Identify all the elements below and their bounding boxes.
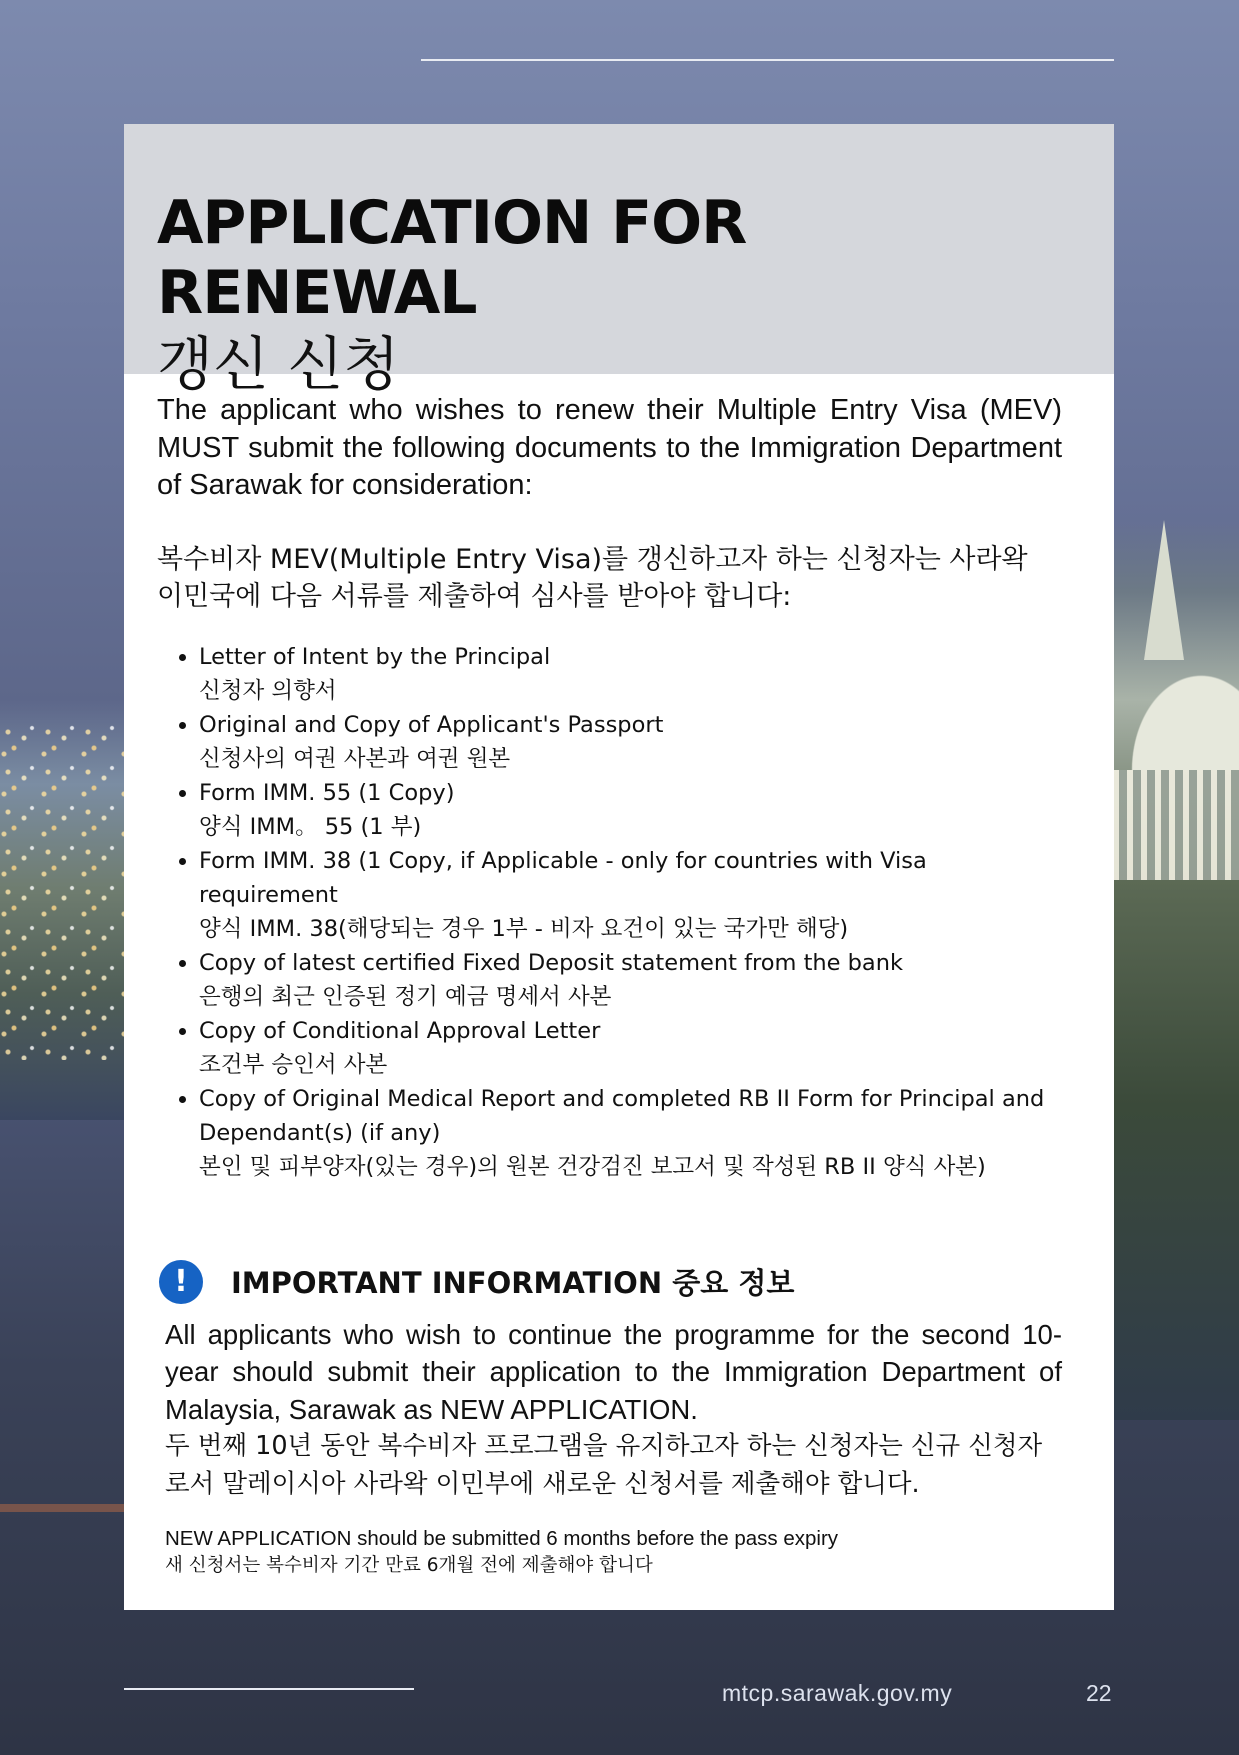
- background-left-pier: [0, 1504, 124, 1512]
- list-item-ko: 신청자 의향서: [199, 677, 337, 704]
- list-item: [199, 1014, 1062, 1082]
- background-right-roof: [1113, 650, 1239, 770]
- list-item: [199, 708, 1062, 776]
- important-info-heading: [157, 1256, 1062, 1308]
- page-title: APPLICATION FOR RENEWAL: [157, 188, 747, 328]
- list-item: [199, 640, 1062, 708]
- top-divider-line: [421, 59, 1114, 61]
- list-item-en: • Copy of Conditional Approval Letter: [199, 1017, 601, 1044]
- list-item-ko: 본인 및 피부양자(있는 경우)의 원본 건강검진 보고서 및 작성된 RB II 양식 사본): [199, 1153, 986, 1180]
- intro-paragraph-korean: 복수비자 MEV(Multiple Entry Visa)를 갱신하고자 하는 신청자는 사라왁 이민국에 다음 서류를 제출하여 심사를 받아야 합니다:: [157, 543, 1028, 612]
- submission-note-korean: 새 신청서는 복수비자 기간 만료 6개월 전에 제출해야 합니다: [165, 1555, 653, 1576]
- list-item-ko: 양식 IMM. 38(해당되는 경우 1부 - 비자 요건이 있는 국가만 해당): [199, 915, 849, 942]
- page-title-korean: 갱신 신청: [157, 330, 400, 398]
- card-body: [124, 374, 1114, 1610]
- required-documents-list: [157, 640, 1062, 1184]
- footer-url: mtcp.sarawak.gov.my: [722, 1680, 953, 1706]
- list-item-en: • Copy of Original Medical Report and completed RB II Form for Principal and Dependant(s) (if any): [199, 1085, 1045, 1146]
- background-right-spire: [1144, 520, 1184, 660]
- list-item-en: • Original and Copy of Applicant's Passport: [199, 711, 664, 738]
- intro-paragraph: The applicant who wishes to renew their Multiple Entry Visa (MEV) MUST submit the following documents to the Immigration Department of Sarawak for consideration:: [157, 394, 1062, 501]
- list-item-en: • Letter of Intent by the Principal: [199, 643, 551, 670]
- important-info-text-korean: 두 번째 10년 동안 복수비자 프로그램을 유지하고자 하는 신청자는 신규 신청자로서 말레이시아 사라왁 이민부에 새로운 신청서를 제출해야 합니다.: [165, 1431, 1043, 1499]
- list-item-ko: 신청사의 여권 사본과 여권 원본: [199, 745, 511, 772]
- list-item-ko: 은행의 최근 인증된 정기 예금 명세서 사본: [199, 983, 612, 1010]
- page-number: 22: [1086, 1680, 1112, 1706]
- important-info-text: All applicants who wish to continue the programme for the second 10-year should submit their application to the Immigration Department of Malaysia, Sarawak as NEW APPLICATION.: [165, 1318, 1062, 1425]
- list-item: [199, 946, 1062, 1014]
- content-card: [124, 124, 1114, 1610]
- list-item-ko: 조건부 승인서 사본: [199, 1051, 388, 1078]
- title-header: [124, 124, 1114, 398]
- bottom-divider-line: [124, 1688, 414, 1690]
- list-item-en: • Form IMM. 55 (1 Copy): [199, 779, 455, 806]
- list-item-en: • Copy of latest certified Fixed Deposit statement from the bank: [199, 949, 904, 976]
- list-item: [199, 844, 1062, 946]
- exclamation-icon: !: [159, 1260, 203, 1304]
- important-info-title: IMPORTANT INFORMATION 중요 정보: [231, 1266, 795, 1300]
- submission-note: NEW APPLICATION should be submitted 6 months before the pass expiry: [165, 1527, 839, 1550]
- background-left-lights: [0, 720, 124, 1060]
- background-right-arches: [1113, 770, 1239, 880]
- list-item-en: • Form IMM. 38 (1 Copy, if Applicable - only for countries with Visa requirement: [199, 847, 927, 908]
- list-item: [199, 1082, 1062, 1184]
- list-item: [199, 776, 1062, 844]
- list-item-ko: 양식 IMM。 55 (1 부): [199, 813, 422, 840]
